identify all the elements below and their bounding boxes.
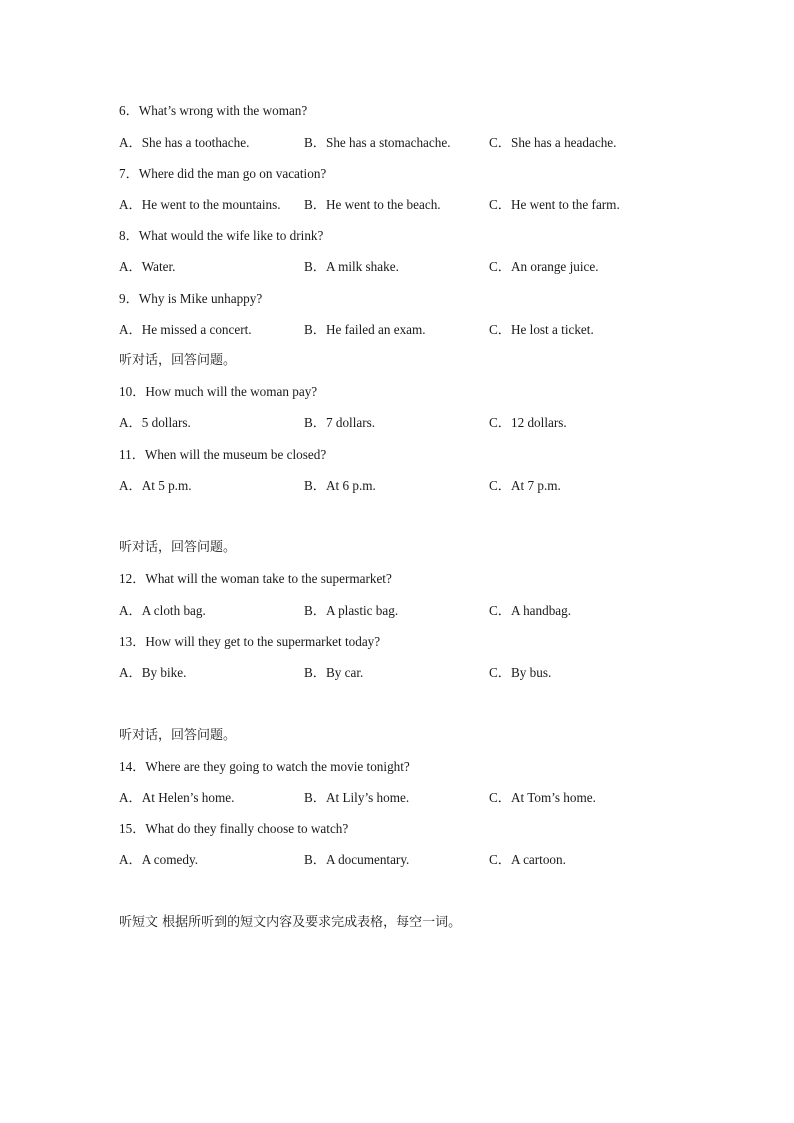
- option-9b: B．He failed an exam.: [304, 322, 426, 337]
- question-number: 9．: [119, 291, 139, 306]
- question-text: How much will the woman pay?: [145, 384, 318, 399]
- question-text: What would the wife like to drink?: [138, 228, 324, 243]
- question-text: What will the woman take to the supermarket?: [145, 571, 392, 586]
- option-6a: A．She has a toothache.: [119, 135, 250, 150]
- question-7: [119, 165, 326, 183]
- option-14b: B．At Lily’s home.: [304, 790, 410, 805]
- option-15c: C．A cartoon.: [489, 852, 566, 867]
- section-header: 听对话，回答问题。: [119, 353, 237, 368]
- question-text: How will they get to the supermarket today?: [145, 634, 381, 649]
- option-11a: A．At 5 p.m.: [119, 478, 192, 493]
- question-6: [119, 102, 307, 120]
- option-10c: C．12 dollars.: [489, 415, 567, 430]
- question-text: Why is Mike unhappy?: [138, 291, 263, 306]
- section-header: 听对话，回答问题。: [119, 540, 237, 555]
- question-text: Where are they going to watch the movie tonight?: [145, 759, 410, 774]
- option-12b: B．A plastic bag.: [304, 603, 399, 618]
- option-15a: A．A comedy.: [119, 852, 198, 867]
- option-11b: B．At 6 p.m.: [304, 478, 376, 493]
- question-11: [119, 446, 326, 464]
- option-13b: B．By car.: [304, 665, 364, 680]
- option-6c: C．She has a headache.: [489, 135, 617, 150]
- option-15b: B．A documentary.: [304, 852, 410, 867]
- question-12: [119, 570, 392, 588]
- section-header: 听对话，回答问题。: [119, 728, 237, 743]
- section-header-passage: 听短文 根据所听到的短文内容及要求完成表格，每空一词。: [119, 915, 462, 930]
- question-number: 10．: [119, 384, 146, 399]
- option-8a: A．Water.: [119, 259, 176, 274]
- option-11c: C．At 7 p.m.: [489, 478, 561, 493]
- question-number: 11．: [119, 447, 145, 462]
- question-number: 13．: [119, 634, 146, 649]
- question-text: When will the museum be closed?: [144, 447, 327, 462]
- question-number: 12．: [119, 571, 146, 586]
- question-number: 7．: [119, 166, 139, 181]
- question-9: [119, 290, 262, 308]
- question-number: 8．: [119, 228, 139, 243]
- question-number: 14．: [119, 759, 146, 774]
- question-text: What do they finally choose to watch?: [145, 821, 349, 836]
- question-8: [119, 227, 323, 245]
- option-8b: B．A milk shake.: [304, 259, 399, 274]
- option-12a: A．A cloth bag.: [119, 603, 206, 618]
- option-7a: A．He went to the mountains.: [119, 197, 281, 212]
- question-number: 6．: [119, 103, 139, 118]
- question-15: [119, 820, 348, 838]
- option-8c: C．An orange juice.: [489, 259, 599, 274]
- question-text: Where did the man go on vacation?: [138, 166, 327, 181]
- option-14c: C．At Tom’s home.: [489, 790, 596, 805]
- question-13: [119, 633, 380, 651]
- question-number: 15．: [119, 821, 146, 836]
- option-10a: A．5 dollars.: [119, 415, 191, 430]
- option-9c: C．He lost a ticket.: [489, 322, 594, 337]
- question-10: [119, 383, 317, 401]
- option-9a: A．He missed a concert.: [119, 322, 252, 337]
- question-text: What’s wrong with the woman?: [138, 103, 308, 118]
- option-12c: C．A handbag.: [489, 603, 572, 618]
- option-13c: C．By bus.: [489, 665, 552, 680]
- question-14: [119, 758, 410, 776]
- option-6b: B．She has a stomachache.: [304, 135, 451, 150]
- option-7c: C．He went to the farm.: [489, 197, 620, 212]
- option-7b: B．He went to the beach.: [304, 197, 441, 212]
- option-13a: A．By bike.: [119, 665, 187, 680]
- option-10b: B．7 dollars.: [304, 415, 376, 430]
- option-14a: A．At Helen’s home.: [119, 790, 235, 805]
